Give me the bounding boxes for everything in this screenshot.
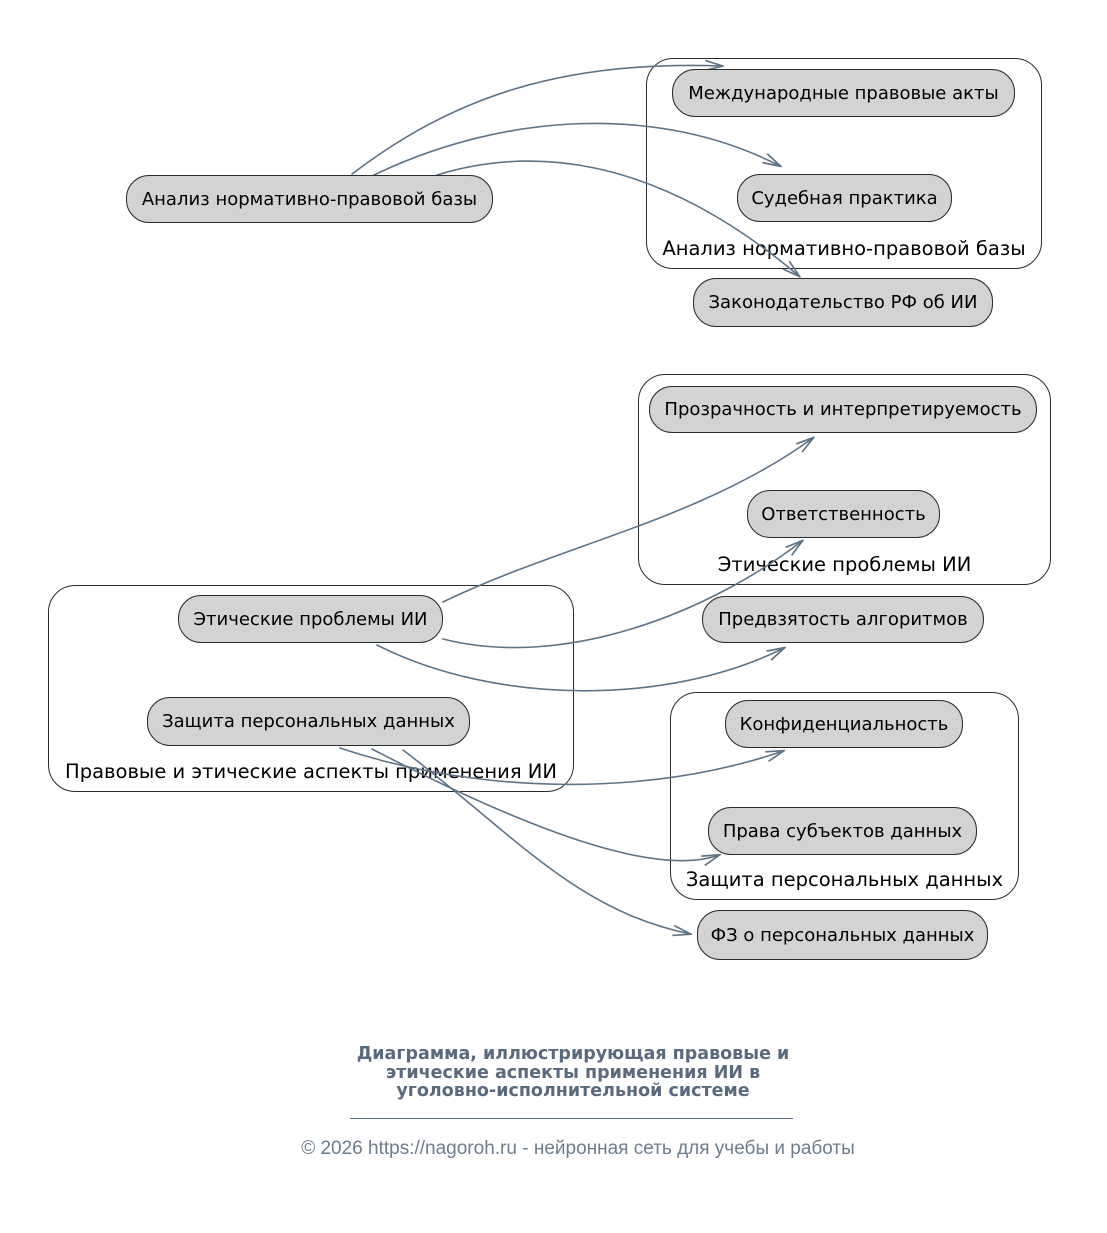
node-legal-analysis [126, 175, 493, 223]
node-transparency-interpretability-label: Прозрачность и интерпретируемость [664, 399, 1022, 420]
cluster-legal-analysis-label: Анализ нормативно-правовой базы [662, 237, 1026, 260]
edge-ethics-to-algorithm-bias [377, 645, 784, 691]
node-responsibility-label: Ответственность [761, 503, 926, 525]
node-ethical-problems-label: Этические проблемы ИИ [193, 608, 428, 630]
cluster-legal-ethical-aspects-label: Правовые и этические аспекты применения ИИ [65, 760, 557, 783]
node-personal-data-protection-label: Защита персональных данных [162, 711, 455, 732]
node-confidentiality [725, 700, 963, 748]
node-personal-data-law-label: ФЗ о персональных данных [710, 924, 975, 946]
node-data-subject-rights-label: Права субъектов данных [722, 820, 963, 842]
node-data-subject-rights [708, 807, 977, 855]
node-international-legal-acts-label: Международные правовые акты [688, 82, 999, 104]
cluster-personal-data-protection-label: Защита персональных данных [685, 868, 1004, 891]
node-responsibility [747, 490, 940, 538]
node-international-legal-acts [672, 69, 1015, 117]
node-ethical-problems [178, 595, 443, 643]
node-court-practice-label: Судебная практика [751, 187, 938, 209]
diagram-caption-line1: Диаграмма, иллюстрирующая правовые и [356, 1044, 790, 1064]
copyright-text: © 2026 https://nagoroh.ru - нейронная сеть для учебы и работы [301, 1138, 855, 1159]
node-algorithm-bias-label: Предвзятость алгоритмов [718, 609, 968, 630]
node-legal-analysis-label: Анализ нормативно-правовой базы [141, 188, 478, 210]
edge-analysis-to-international-acts [352, 65, 722, 174]
node-transparency-interpretability [649, 386, 1037, 433]
node-confidentiality-label: Конфиденциальность [739, 713, 949, 735]
node-personal-data-protection [147, 697, 470, 746]
edge-analysis-to-court-practice [374, 123, 780, 175]
cluster-ethical-problems-label: Этические проблемы ИИ [717, 553, 972, 576]
node-rf-ai-legislation-label: Законодательство РФ об ИИ [708, 292, 978, 313]
footer-divider [350, 1118, 793, 1119]
diagram-caption-line3: уголовно-исполнительной системе [396, 1081, 750, 1101]
node-personal-data-law [697, 910, 988, 960]
node-rf-ai-legislation [693, 278, 993, 327]
node-algorithm-bias [702, 596, 984, 643]
node-court-practice [737, 174, 952, 222]
edge-data-protection-to-personal-data-law [403, 750, 690, 934]
diagram-caption [323, 1045, 823, 1101]
diagram-caption-line2: этические аспекты применения ИИ в [385, 1062, 761, 1083]
